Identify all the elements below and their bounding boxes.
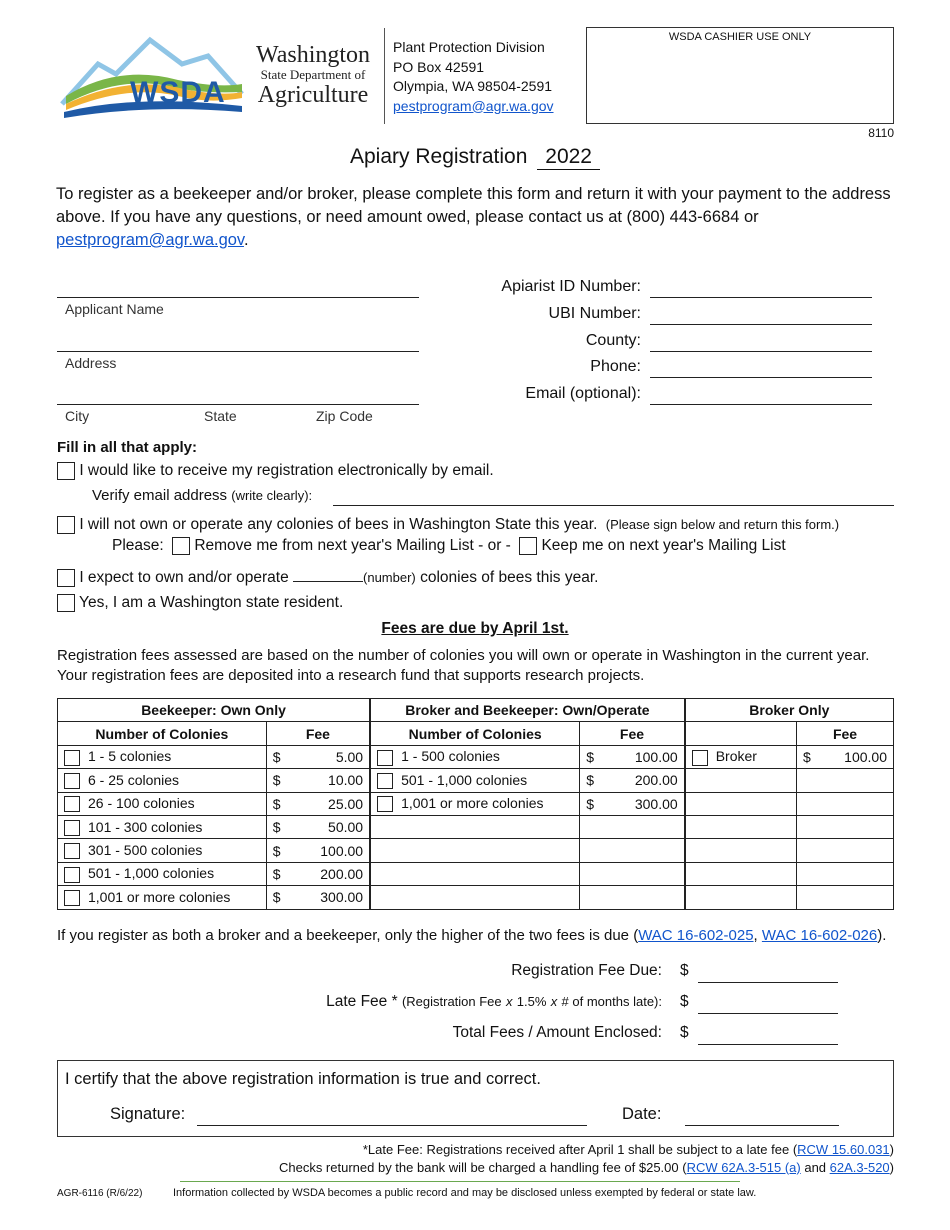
form-code: 8110: [868, 126, 894, 140]
fee-currency: $: [272, 819, 281, 836]
bk-fee-cell: [266, 886, 370, 909]
col-fee-1: Fee: [266, 722, 370, 745]
br-option-cell: [685, 769, 797, 792]
apiarist-id-field[interactable]: [650, 297, 872, 298]
verify-email-label: Verify email address: [92, 487, 228, 504]
expect-label-2: colonies of bees this year.: [420, 569, 599, 586]
br-fee-cell: [797, 745, 894, 768]
rcw-link-2[interactable]: RCW 62A.3-515 (a): [686, 1160, 801, 1175]
signature-label: Signature:: [110, 1105, 186, 1123]
fee-amount: 200.00: [634, 772, 678, 789]
fee-amount: 100.00: [634, 748, 678, 765]
intro-text: To register as a beekeeper and/or broker, please complete this form and return it with your payment to the address above. If you have any questions, or need amount owed, please contact us at (800) 443-6684 or: [56, 185, 891, 226]
br-option-cell: [685, 862, 797, 885]
verify-email-field[interactable]: [333, 505, 894, 506]
bb-fee-cell: [580, 886, 685, 909]
bb-fee: [586, 749, 677, 765]
bk-fee: [273, 772, 363, 788]
bk-fee-cell: [266, 745, 370, 768]
group-beekeeper: Beekeeper: Own Only: [58, 699, 371, 722]
check-and: and: [800, 1160, 830, 1175]
fee-row: [58, 862, 894, 885]
fee-row: [58, 745, 894, 768]
date-label: Date:: [622, 1105, 662, 1123]
no-colonies-label: I will not own or operate any colonies of bees in Washington State this year.: [79, 516, 598, 534]
city-line: Olympia, WA 98504-2591: [393, 78, 553, 94]
bk-fee-cell: [266, 815, 370, 838]
fee-currency: $: [272, 889, 281, 906]
late-fee-note-3: # of months late):: [561, 994, 662, 1009]
bk-option-label: 301 - 500 colonies: [88, 841, 203, 858]
bb-checkbox[interactable]: [377, 796, 393, 812]
total-fees-field[interactable]: [698, 1044, 838, 1045]
bk-fee-cell: [266, 792, 370, 815]
br-option-cell: [685, 792, 797, 815]
rcw-link-3[interactable]: 62A.3-520: [829, 1160, 890, 1175]
both-fees-end: ).: [877, 927, 887, 944]
address-label: Address: [65, 355, 117, 371]
late-footnote-end: ): [889, 1142, 894, 1157]
check-footnote: [100, 1160, 894, 1175]
bb-option-cell: [370, 886, 580, 909]
late-fee-field[interactable]: [698, 1013, 838, 1014]
fee-amount: 50.00: [328, 819, 364, 836]
bb-option-cell: [370, 862, 580, 885]
bb-fee-cell: [580, 745, 685, 768]
reg-fee-field[interactable]: [698, 982, 838, 983]
fee-amount: 200.00: [320, 865, 364, 882]
electronic-checkbox[interactable]: [57, 462, 75, 480]
date-field[interactable]: [685, 1125, 839, 1126]
signature-field[interactable]: [197, 1125, 587, 1126]
disclosure: Information collected by WSDA becomes a public record and may be disclosed unless exempted by federal or state law.: [173, 1187, 757, 1199]
br-option-cell: [685, 886, 797, 909]
bb-fee-cell: [580, 815, 685, 838]
bk-option-cell: [58, 839, 267, 862]
option-expect: [57, 565, 598, 587]
bk-checkbox[interactable]: [64, 867, 80, 883]
agency-name-line-3: Agriculture: [257, 82, 369, 108]
certify-statement: I certify that the above registration information is true and correct.: [65, 1070, 541, 1088]
verify-email-note: (write clearly):: [231, 488, 313, 503]
bb-option-label: 501 - 1,000 colonies: [401, 771, 528, 788]
city-state-zip-line[interactable]: [57, 404, 419, 405]
applicant-name-label: Applicant Name: [65, 301, 164, 317]
intro-paragraph: [56, 183, 896, 252]
fee-currency: $: [803, 748, 811, 765]
fee-currency: $: [272, 795, 281, 812]
bk-option-label: 501 - 1,000 colonies: [88, 865, 215, 882]
mailing-address: [393, 38, 554, 116]
group-broker-beekeeper: Broker and Beekeeper: Own/Operate: [370, 699, 685, 722]
phone-field[interactable]: [650, 377, 872, 378]
col-colonies-2: Number of Colonies: [370, 722, 580, 745]
col-fee-3: Fee: [797, 722, 894, 745]
page-title: [0, 145, 950, 170]
option-no-colonies: [57, 516, 839, 534]
form-id: AGR-6116 (R/6/22): [57, 1188, 143, 1199]
fee-amount: 100.00: [844, 748, 887, 765]
rcw-link-1[interactable]: RCW 15.60.031: [797, 1142, 890, 1157]
total-fees-label: Total Fees / Amount Enclosed:: [452, 1024, 662, 1041]
group-broker: Broker Only: [685, 699, 894, 722]
bk-option-cell: [58, 886, 267, 909]
fee-table: [57, 698, 894, 910]
po-box: PO Box 42591: [393, 58, 485, 75]
fee-currency: $: [586, 772, 595, 789]
fee-row: [58, 769, 894, 792]
bk-option-cell: [58, 792, 267, 815]
fees-description: Registration fees assessed are based on the number of colonies you will own or operate in Washington in the current year. Your registration fees are deposited into a research fund that supports research projects.: [57, 647, 870, 684]
both-fees-note: [57, 927, 886, 944]
agency-name-line-1: Washington: [255, 42, 371, 68]
email-field[interactable]: [650, 404, 872, 405]
fee-group-header-row: [58, 699, 894, 722]
fee-amount: 5.00: [335, 748, 364, 765]
late-fee-x-2: x: [550, 994, 558, 1009]
late-fee-currency: $: [680, 993, 689, 1010]
br-fee-cell: [797, 769, 894, 792]
bb-checkbox[interactable]: [377, 750, 393, 766]
bk-option-cell: [58, 862, 267, 885]
fee-currency: $: [272, 748, 281, 765]
bb-option-cell: [370, 792, 580, 815]
late-fee-footnote: [100, 1142, 894, 1157]
late-fee-x-1: x: [505, 994, 513, 1009]
total-fees-currency: $: [680, 1024, 689, 1041]
late-fee-row: [200, 993, 662, 1011]
late-footnote-text: *Late Fee: Registrations received after April 1 shall be subject to a late fee (: [362, 1142, 798, 1157]
wac-sep: ,: [753, 927, 762, 944]
bk-checkbox[interactable]: [64, 796, 80, 812]
br-option-label: Broker: [715, 748, 757, 765]
br-fee-cell: [797, 815, 894, 838]
agency-name-line-2: State Department of: [260, 67, 366, 82]
bb-option-label: 1,001 or more colonies: [401, 795, 544, 812]
bb-option-cell: [370, 815, 580, 838]
colony-count-field[interactable]: [293, 565, 363, 582]
bk-fee: [273, 866, 363, 882]
agency-name: [252, 42, 374, 108]
col-fee-2: Fee: [580, 722, 685, 745]
bk-option-label: 101 - 300 colonies: [88, 818, 203, 835]
bk-option-label: 6 - 25 colonies: [88, 771, 180, 788]
intro-end: .: [243, 231, 249, 249]
both-fees-text: If you register as both a broker and a beekeeper, only the higher of the two fees is due (: [57, 927, 639, 944]
check-footnote-end: ): [889, 1160, 894, 1175]
state-label: State: [204, 408, 237, 424]
fee-amount: 25.00: [328, 795, 364, 812]
no-colonies-note: (Please sign below and return this form.): [605, 517, 840, 533]
bk-fee: [273, 889, 363, 905]
phone-label: Phone:: [590, 358, 641, 375]
applicant-name-line[interactable]: [57, 297, 419, 298]
logo-text: WSDA: [130, 76, 226, 109]
br-fee-cell: [797, 792, 894, 815]
br-fee: [803, 749, 887, 765]
address-line[interactable]: [57, 351, 419, 352]
resident-checkbox[interactable]: [57, 594, 75, 612]
late-fee-note-2: 1.5%: [516, 994, 547, 1009]
bk-checkbox[interactable]: [64, 890, 80, 906]
bb-option-cell: [370, 769, 580, 792]
bb-fee-cell: [580, 769, 685, 792]
late-fee-label: Late Fee *: [326, 993, 398, 1010]
ubi-field[interactable]: [650, 324, 872, 325]
header-divider: [384, 28, 385, 124]
fee-row: [58, 839, 894, 862]
bb-fee: [586, 796, 677, 812]
option-electronic: [57, 462, 494, 480]
bk-fee: [273, 843, 363, 859]
br-checkbox[interactable]: [692, 750, 708, 766]
verify-email-row: [92, 487, 312, 504]
bb-checkbox[interactable]: [377, 773, 393, 789]
option-resident: [57, 594, 343, 612]
bk-checkbox[interactable]: [64, 843, 80, 859]
wsda-logo: [58, 34, 246, 118]
fee-amount: 100.00: [320, 842, 364, 859]
reg-fee-currency: $: [680, 962, 689, 979]
fee-row: [58, 815, 894, 838]
title-year: 2022: [537, 145, 600, 170]
cashier-label: WSDA CASHIER USE ONLY: [668, 31, 812, 43]
fee-currency: $: [272, 842, 281, 859]
remove-mailing-label: Remove me from next year's Mailing List - or -: [194, 537, 511, 555]
fee-amount: 10.00: [328, 772, 364, 789]
county-label: County:: [585, 332, 641, 349]
fee-row: [58, 886, 894, 909]
wac-link-2[interactable]: WAC 16-602-026: [761, 927, 878, 944]
bk-checkbox[interactable]: [64, 773, 80, 789]
fee-amount: 300.00: [320, 889, 364, 906]
bk-fee: [273, 749, 363, 765]
bb-fee-cell: [580, 792, 685, 815]
cashier-box: [586, 27, 894, 124]
fee-column-header-row: [58, 722, 894, 745]
resident-label: Yes, I am a Washington state resident.: [79, 594, 344, 612]
bk-option-cell: [58, 769, 267, 792]
bk-fee-cell: [266, 862, 370, 885]
fee-currency: $: [586, 795, 595, 812]
late-fee-note-1: (Registration Fee: [401, 994, 502, 1009]
check-footnote-text: Checks returned by the bank will be charged a handling fee of $25.00 (: [278, 1160, 687, 1175]
county-field[interactable]: [650, 351, 872, 352]
br-option-cell: [685, 745, 797, 768]
bb-option-cell: [370, 745, 580, 768]
fee-row: [58, 792, 894, 815]
fees-due-heading: Fees are due by April 1st.: [381, 620, 569, 637]
bk-fee-cell: [266, 839, 370, 862]
title-text: Apiary Registration: [350, 145, 528, 168]
intro-email-link[interactable]: pestprogram@agr.wa.gov: [56, 231, 244, 249]
fee-amount: 300.00: [634, 795, 678, 812]
bk-option-cell: [58, 745, 267, 768]
br-option-cell: [685, 815, 797, 838]
electronic-label: I would like to receive my registration electronically by email.: [79, 462, 494, 480]
br-fee-cell: [797, 886, 894, 909]
expect-checkbox[interactable]: [57, 569, 75, 587]
br-fee-cell: [797, 839, 894, 862]
br-option-cell: [685, 839, 797, 862]
bk-option-label: 26 - 100 colonies: [88, 795, 195, 812]
keep-mailing-checkbox[interactable]: [519, 537, 537, 555]
ubi-label: UBI Number:: [548, 305, 641, 322]
certification-box: [57, 1060, 894, 1137]
bb-option-label: 1 - 500 colonies: [401, 748, 500, 765]
fee-currency: $: [272, 865, 281, 882]
bb-fee-cell: [580, 862, 685, 885]
bk-fee-cell: [266, 769, 370, 792]
remove-mailing-checkbox[interactable]: [172, 537, 190, 555]
wac-link-1[interactable]: WAC 16-602-025: [638, 927, 754, 944]
options-heading: Fill in all that apply:: [57, 439, 198, 456]
bk-fee: [273, 819, 363, 835]
fee-currency: $: [272, 772, 281, 789]
bk-option-label: 1 - 5 colonies: [88, 748, 172, 765]
expect-note: (number): [363, 570, 416, 585]
bk-option-cell: [58, 815, 267, 838]
br-fee-cell: [797, 862, 894, 885]
bb-option-cell: [370, 839, 580, 862]
city-label: City: [65, 408, 90, 424]
bk-fee: [273, 796, 363, 812]
apiarist-id-label: Apiarist ID Number:: [501, 278, 641, 295]
mailing-list-row: [112, 537, 786, 555]
header-email-link[interactable]: pestprogram@agr.wa.gov: [393, 97, 554, 114]
no-colonies-checkbox[interactable]: [57, 516, 75, 534]
bk-option-label: 1,001 or more colonies: [88, 888, 231, 905]
bb-fee-cell: [580, 839, 685, 862]
fee-currency: $: [586, 748, 595, 765]
division-name: Plant Protection Division: [393, 39, 545, 55]
zip-label: Zip Code: [316, 408, 373, 424]
fee-rows: [58, 745, 894, 909]
email-label: Email (optional):: [525, 385, 641, 402]
expect-label-1: I expect to own and/or operate: [79, 569, 289, 586]
col-colonies-1: Number of Colonies: [58, 722, 267, 745]
keep-mailing-label: Keep me on next year's Mailing List: [541, 537, 786, 555]
col-colonies-3: [685, 722, 797, 745]
reg-fee-label: Registration Fee Due:: [511, 962, 662, 979]
footer-rule: [180, 1181, 740, 1182]
bb-fee: [586, 772, 677, 788]
bk-checkbox[interactable]: [64, 750, 80, 766]
please-label: Please:: [112, 537, 164, 555]
bk-checkbox[interactable]: [64, 820, 80, 836]
